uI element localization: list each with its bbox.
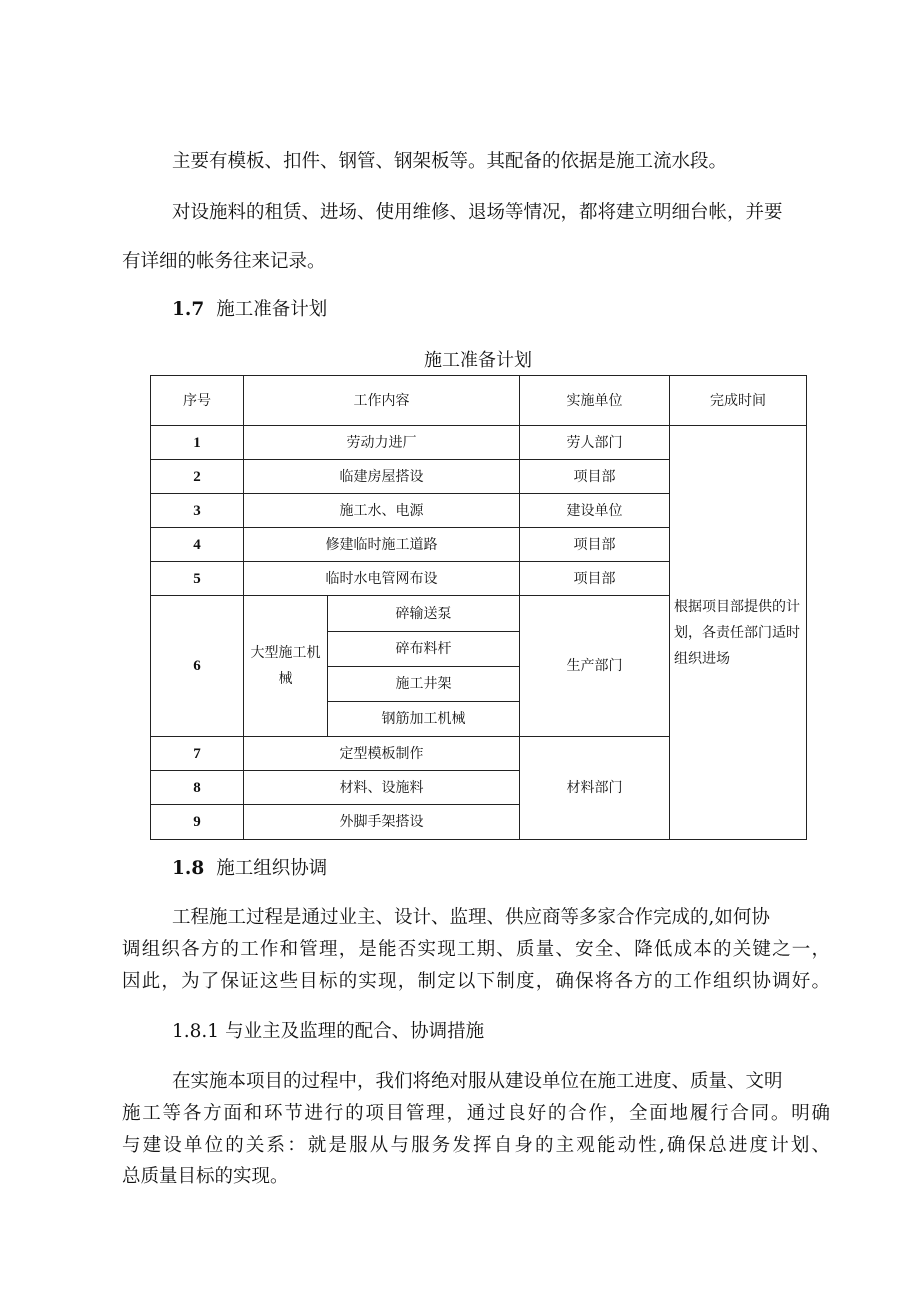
row-seq: 9 bbox=[151, 805, 244, 840]
row-content: 定型模板制作 bbox=[244, 737, 520, 771]
paragraph-ledger-line2: 有详细的帐务往来记录。 bbox=[122, 251, 326, 272]
row-seq: 6 bbox=[151, 596, 244, 737]
row-unit: 项目部 bbox=[520, 460, 670, 494]
header-content: 工作内容 bbox=[244, 376, 520, 426]
section-number: 1.7 bbox=[172, 299, 205, 320]
row-seq: 4 bbox=[151, 528, 244, 562]
section-heading-1-8-1 bbox=[172, 1020, 484, 1044]
paragraph-coordination-line3: 因此，为了保证这些目标的实现，制定以下制度，确保将各方的工作组织协调好。 bbox=[122, 971, 830, 992]
table-header-row bbox=[151, 376, 807, 426]
section-number: 1.8 bbox=[172, 858, 205, 879]
row-content: 临建房屋搭设 bbox=[244, 460, 520, 494]
row-content: 施工水、电源 bbox=[244, 494, 520, 528]
section-title: 与业主及监理的配合、协调措施 bbox=[225, 1021, 485, 1042]
section-heading-1-7 bbox=[172, 298, 327, 322]
section-title: 施工组织协调 bbox=[216, 858, 328, 879]
row-content: 材料、设施料 bbox=[244, 771, 520, 805]
completion-note: 根据项目部提供的计划，各责任部门适时组织进场 bbox=[670, 426, 807, 840]
paragraph-coordination-line2: 调组织各方的工作和管理，是能否实现工期、质量、安全、降低成本的关键之一， bbox=[122, 939, 830, 960]
machine-item: 钢筋加工机械 bbox=[328, 702, 520, 737]
row-content: 修建临时施工道路 bbox=[244, 528, 520, 562]
section-number: 1.8.1 bbox=[172, 1021, 220, 1042]
row-unit: 劳人部门 bbox=[520, 426, 670, 460]
row-unit: 项目部 bbox=[520, 562, 670, 596]
row-unit: 项目部 bbox=[520, 528, 670, 562]
row-seq: 8 bbox=[151, 771, 244, 805]
row-seq: 2 bbox=[151, 460, 244, 494]
machine-item: 碎输送泵 bbox=[328, 596, 520, 632]
paragraph-owner-line2: 施工等各方面和环节进行的项目管理，通过良好的合作，全面地履行合同。明确 bbox=[122, 1103, 830, 1124]
preparation-plan-table bbox=[150, 375, 807, 840]
paragraph-owner-line1: 在实施本项目的过程中，我们将绝对服从建设单位在施工进度、质量、文明 bbox=[172, 1071, 783, 1092]
machine-item: 施工井架 bbox=[328, 667, 520, 702]
section-title: 施工准备计划 bbox=[216, 299, 328, 320]
machine-group-label: 大型施工机械 bbox=[244, 596, 328, 737]
section-heading-1-8 bbox=[172, 857, 327, 881]
row-content: 外脚手架搭设 bbox=[244, 805, 520, 840]
paragraph-materials: 主要有模板、扣件、钢管、钢架板等。其配备的依据是施工流水段。 bbox=[172, 151, 728, 172]
row-seq: 1 bbox=[151, 426, 244, 460]
table-row bbox=[151, 426, 807, 460]
row-unit: 材料部门 bbox=[520, 737, 670, 840]
table-title: 施工准备计划 bbox=[424, 350, 532, 371]
row-seq: 5 bbox=[151, 562, 244, 596]
machine-item: 碎布料杆 bbox=[328, 632, 520, 667]
header-unit: 实施单位 bbox=[520, 376, 670, 426]
paragraph-owner-line3: 与建设单位的关系：就是服从与服务发挥自身的主观能动性,确保总进度计划、 bbox=[122, 1135, 830, 1156]
row-unit: 建设单位 bbox=[520, 494, 670, 528]
header-seq: 序号 bbox=[151, 376, 244, 426]
row-content: 临时水电管网布设 bbox=[244, 562, 520, 596]
header-completion: 完成时间 bbox=[670, 376, 807, 426]
row-seq: 3 bbox=[151, 494, 244, 528]
row-unit: 生产部门 bbox=[520, 596, 670, 737]
row-content: 劳动力进厂 bbox=[244, 426, 520, 460]
paragraph-ledger-line1: 对设施料的租赁、进场、使用维修、退场等情况，都将建立明细台帐，并要 bbox=[172, 202, 783, 223]
paragraph-owner-line4: 总质量目标的实现。 bbox=[122, 1166, 289, 1187]
paragraph-coordination-line1: 工程施工过程是通过业主、设计、监理、供应商等多家合作完成的,如何协 bbox=[172, 907, 770, 928]
row-seq: 7 bbox=[151, 737, 244, 771]
